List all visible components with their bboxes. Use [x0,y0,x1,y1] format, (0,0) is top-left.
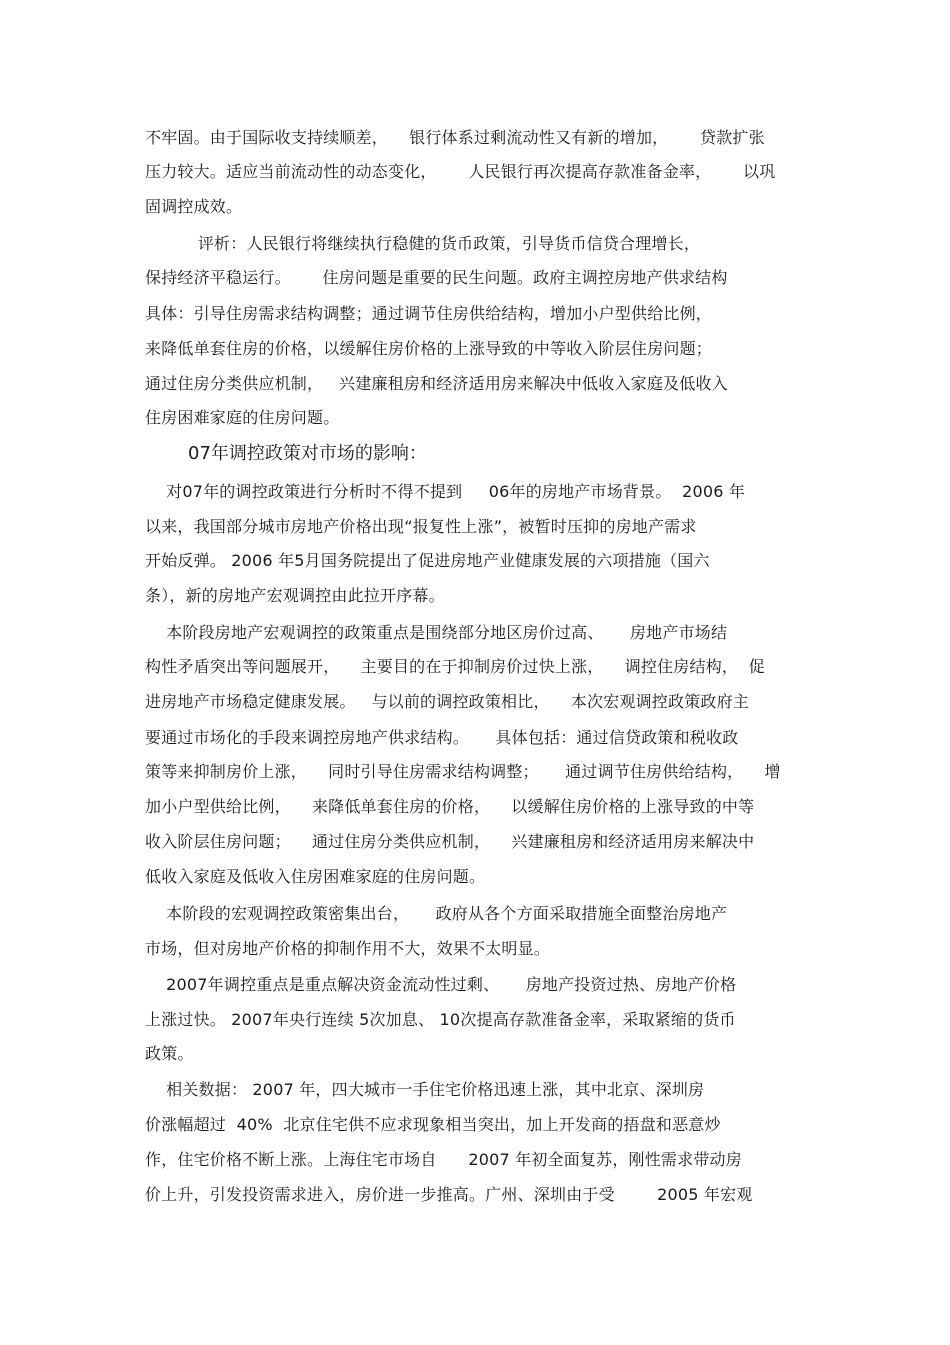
text-line: 价上升，引发投资需求进入，房价进一步推高。广州、深圳由于受 2005 年宏观 [145,1185,753,1204]
text-line: 相关数据： 2007 年，四大城市一手住宅价格迅速上涨，其中北京、深圳房 [145,1080,705,1099]
text-line: 要通过市场化的手段来调控房地产供求结构。 具体包括：通过信贷政策和税收政 [145,728,739,747]
text-line: 具体：引导住房需求结构调整；通过调节住房供给结构，增加小户型供给比例， [145,304,713,323]
text-line: 保持经济平稳运行。 住房问题是重要的民生问题。政府主调控房地产供求结构 [145,268,728,287]
text-line: 作，住宅价格不断上涨。上海住宅市场自 2007 年初全面复苏，刚性需求带动房 [145,1150,742,1169]
section-heading: 07年调控政策对市场的影响： [188,443,427,464]
text-line: 条），新的房地产宏观调控由此拉开序幕。 [145,586,445,605]
text-line: 以来，我国部分城市房地产价格出现“报复性上涨”，被暂时压抑的房地产需求 [145,517,697,536]
text-line: 低收入家庭及低收入住房困难家庭的住房问题。 [145,867,486,886]
text-line: 上涨过快。 2007年央行连续 5次加息、 10次提高存款准备金率，采取紧缩的货币 [145,1010,736,1029]
text-line: 通过住房分类供应机制， 兴建廉租房和经济适用房来解决中低收入家庭及低收入 [145,374,728,393]
text-line: 来降低单套住房的价格，以缓解住房价格的上涨导致的中等收入阶层住房问题； [145,339,713,358]
text-line: 住房困难家庭的住房问题。 [145,408,340,427]
text-line: 政策。 [145,1044,194,1063]
text-line: 加小户型供给比例， 来降低单套住房的价格， 以缓解住房价格的上涨导致的中等 [145,797,755,816]
text-line: 本阶段的宏观调控政策密集出台， 政府从各个方面采取措施全面整治房地产 [145,904,728,923]
text-line: 进房地产市场稳定健康发展。 与以前的调控政策相比， 本次宏观调控政策政府主 [145,692,750,711]
text-line: 构性矛盾突出等问题展开， 主要目的在于抑制房价过快上涨， 调控住房结构， 促 [145,657,765,676]
text-line: 固调控成效。 [145,197,243,216]
text-line: 2007年调控重点是重点解决资金流动性过剩、 房地产投资过热、房地产价格 [145,975,737,994]
text-line: 市场，但对房地产价格的抑制作用不大，效果不太明显。 [145,939,551,958]
text-line: 压力较大。适应当前流动性的动态变化， 人民银行再次提高存款准备金率， 以巩 [145,162,776,181]
text-line: 策等来抑制房价上涨， 同时引导住房需求结构调整； 通过调节住房供给结构， 增 [145,762,781,781]
text-line: 价涨幅超过 40% 北京住宅供不应求现象相当突出，加上开发商的捂盘和恶意炒 [145,1115,721,1134]
text-line: 不牢固。由于国际收支持续顺差， 银行体系过剩流动性又有新的增加， 贷款扩张 [145,128,765,147]
text-line: 开始反弹。 2006 年5月国务院提出了促进房地产业健康发展的六项措施（国六 [145,551,710,570]
text-line: 对07年的调控政策进行分析时不得不提到 06年的房地产市场背景。 2006 年 [145,482,746,501]
text-line: 评析：人民银行将继续执行稳健的货币政策，引导货币信贷合理增长， [145,234,701,253]
text-line: 本阶段房地产宏观调控的政策重点是围绕部分地区房价过高、 房地产市场结 [145,623,728,642]
text-line: 收入阶层住房问题； 通过住房分类供应机制， 兴建廉租房和经济适用房来解决中 [145,832,755,851]
